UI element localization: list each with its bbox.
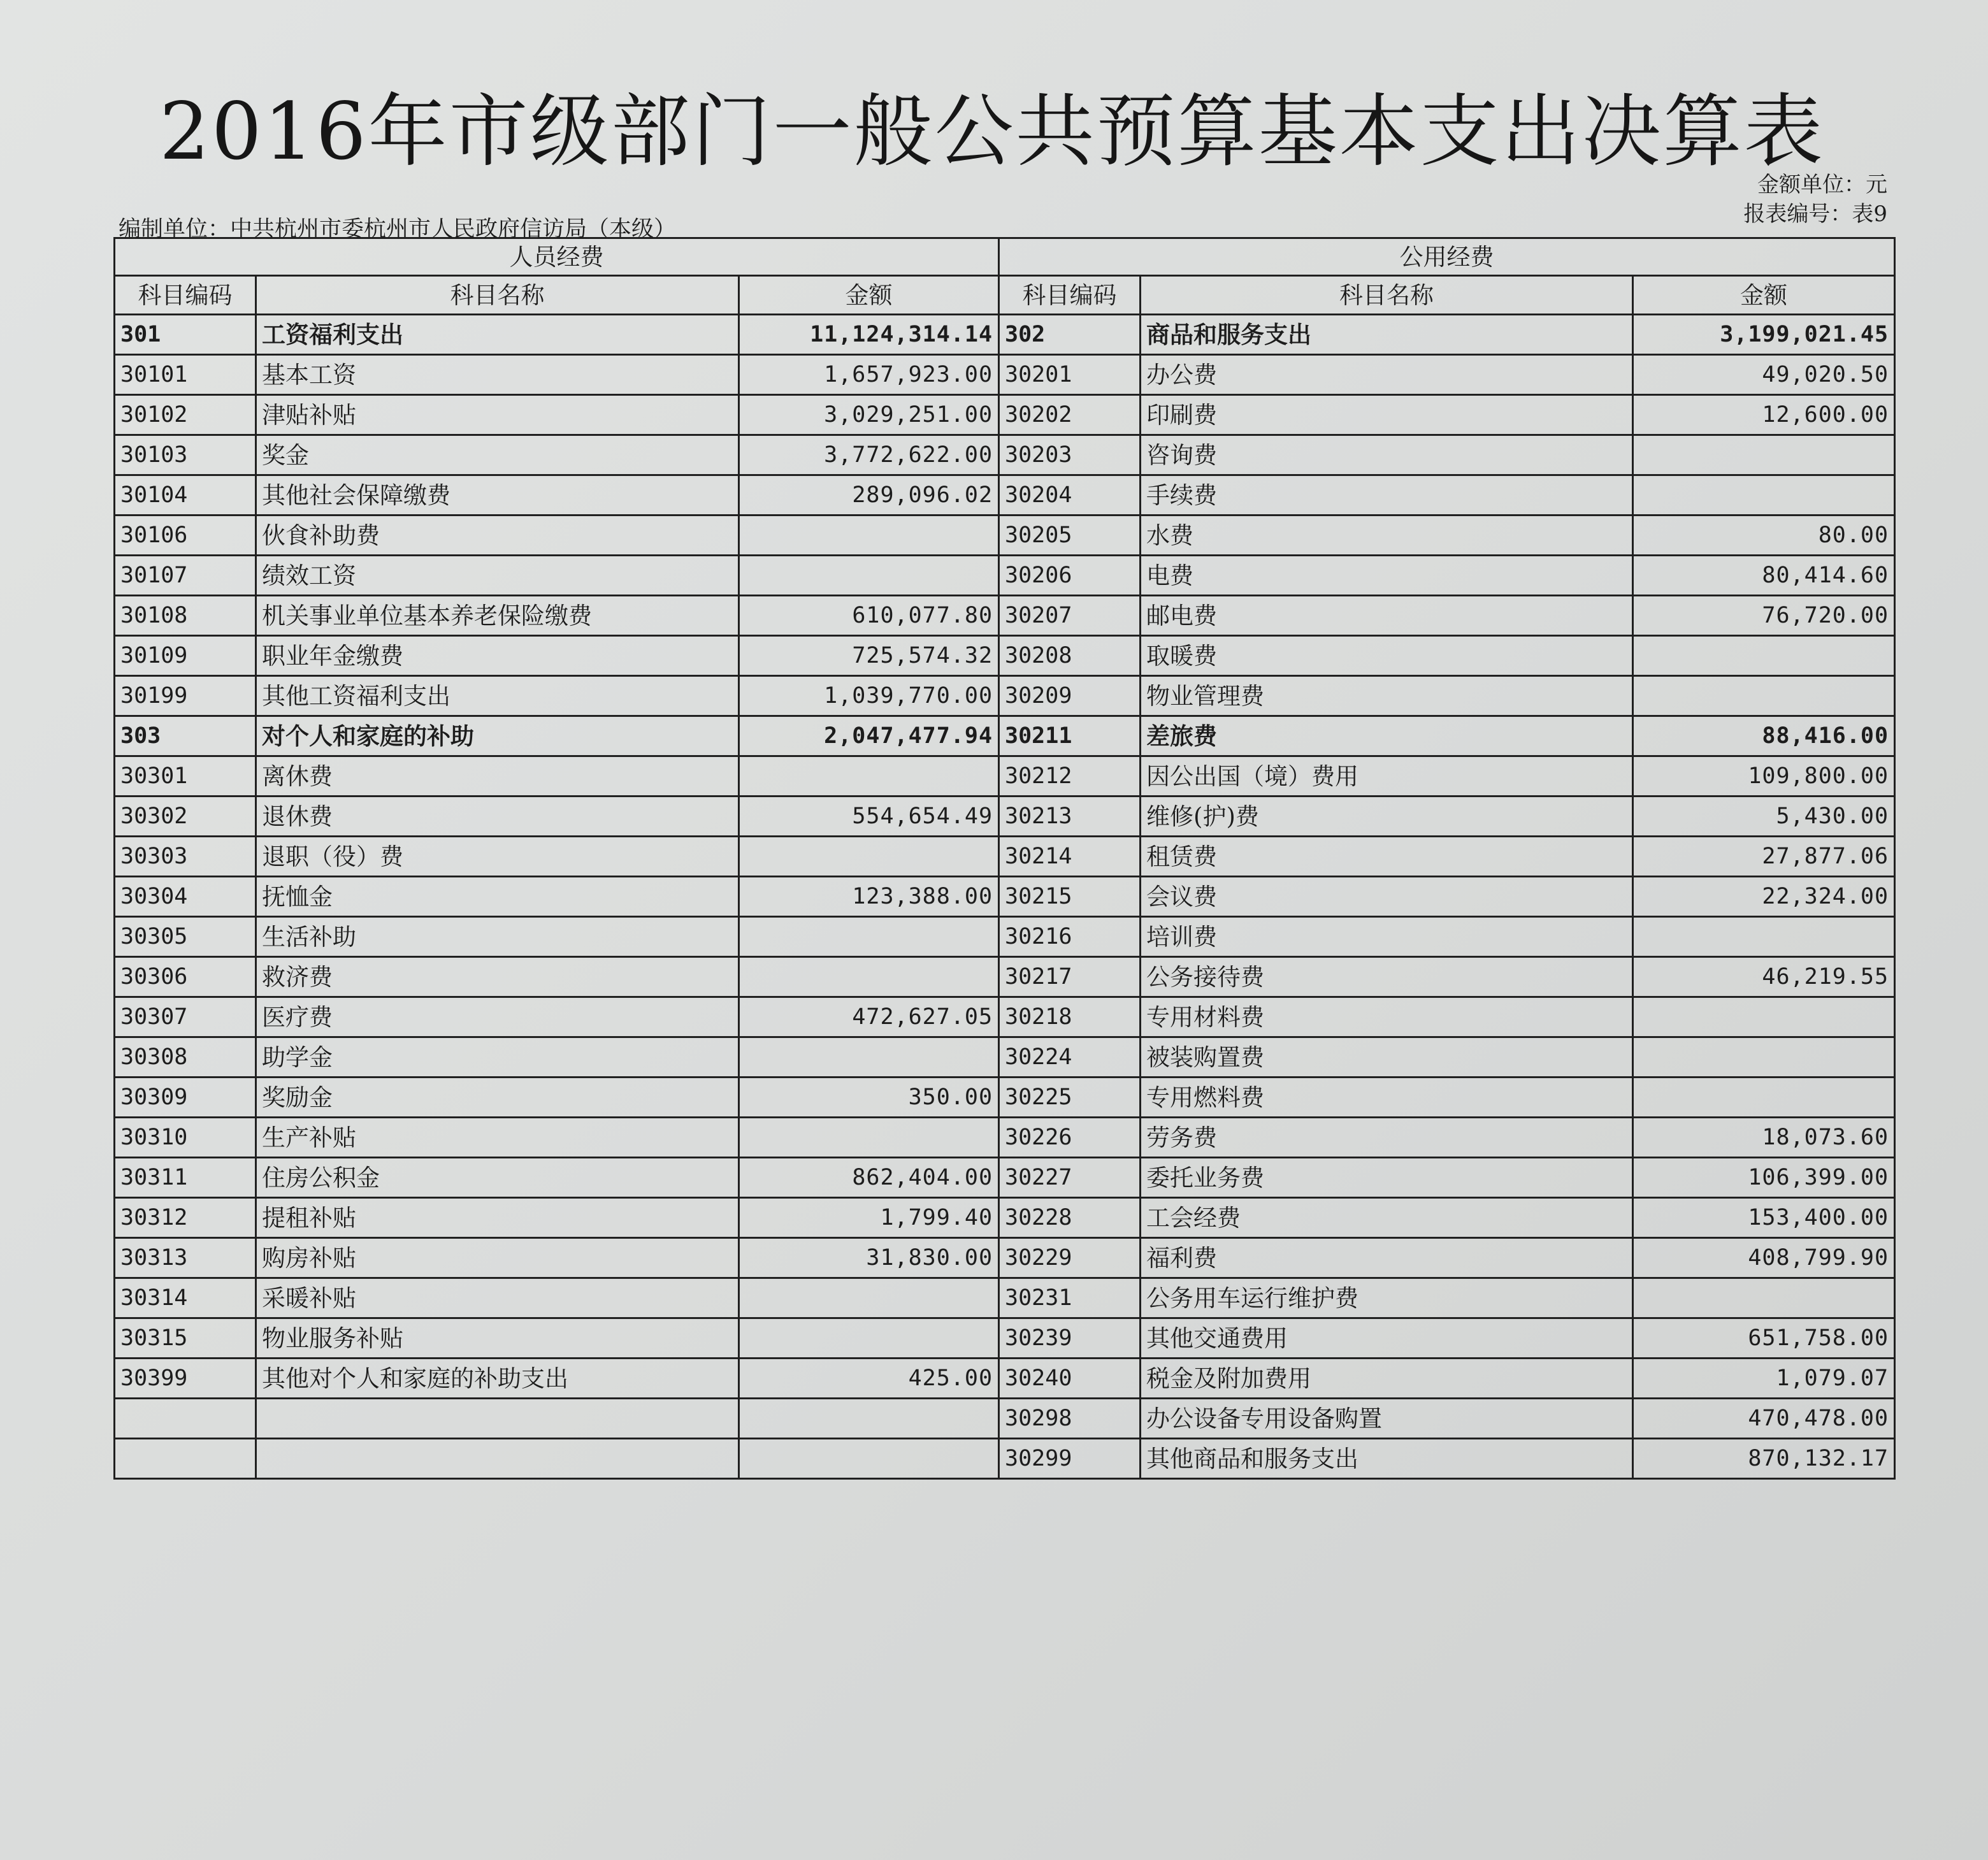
- public-amount-cell: 651,758.00: [1633, 1318, 1895, 1359]
- personnel-amount-cell: [739, 1318, 999, 1359]
- personnel-code-cell: 30310: [115, 1118, 256, 1158]
- public-name-cell: 维修(护)费: [1141, 797, 1633, 837]
- preparing-unit-label: 编制单位：中共杭州市委杭州市人民政府信访局（本级）: [119, 217, 677, 242]
- public-name-cell: 专用燃料费: [1141, 1078, 1633, 1118]
- personnel-name-cell: 救济费: [256, 957, 739, 997]
- personnel-name-cell: 住房公积金: [256, 1158, 739, 1198]
- personnel-amount-cell: [739, 556, 999, 596]
- personnel-code-cell: [115, 1399, 256, 1439]
- public-name-cell: 因公出国（境）费用: [1141, 756, 1633, 797]
- col-header-code: 科目编码: [115, 276, 256, 315]
- table-row: [115, 716, 1895, 756]
- table-row: [115, 1037, 1895, 1078]
- public-name-cell: 电费: [1141, 556, 1633, 596]
- personnel-code-cell: 30399: [115, 1359, 256, 1399]
- personnel-amount-cell: 425.00: [739, 1359, 999, 1399]
- group-header-row: [115, 238, 1895, 276]
- unit-info: [1743, 171, 1887, 229]
- personnel-name-cell: 机关事业单位基本养老保险缴费: [256, 596, 739, 636]
- personnel-code-cell: 30313: [115, 1238, 256, 1278]
- public-code-cell: 30206: [999, 556, 1141, 596]
- public-amount-cell: [1633, 1278, 1895, 1318]
- public-code-cell: 30228: [999, 1198, 1141, 1238]
- public-name-cell: 劳务费: [1141, 1118, 1633, 1158]
- public-code-cell: 30214: [999, 837, 1141, 877]
- personnel-amount-cell: [739, 917, 999, 957]
- public-amount-cell: [1633, 636, 1895, 676]
- public-name-cell: 商品和服务支出: [1141, 315, 1633, 355]
- personnel-code-cell: 301: [115, 315, 256, 355]
- table-row: [115, 917, 1895, 957]
- group-public-header: 公用经费: [999, 238, 1895, 276]
- personnel-code-cell: 30312: [115, 1198, 256, 1238]
- public-amount-cell: [1633, 435, 1895, 475]
- public-code-cell: 30212: [999, 756, 1141, 797]
- personnel-name-cell: 退职（役）费: [256, 837, 739, 877]
- public-code-cell: 30240: [999, 1359, 1141, 1399]
- public-code-cell: 30213: [999, 797, 1141, 837]
- personnel-amount-cell: [739, 1278, 999, 1318]
- public-code-cell: 30225: [999, 1078, 1141, 1118]
- public-amount-cell: 88,416.00: [1633, 716, 1895, 756]
- personnel-name-cell: 奖励金: [256, 1078, 739, 1118]
- table-row: [115, 1158, 1895, 1198]
- public-name-cell: 印刷费: [1141, 395, 1633, 435]
- personnel-name-cell: 对个人和家庭的补助: [256, 716, 739, 756]
- page-title: 2016年市级部门一般公共预算基本支出决算表: [159, 86, 1825, 178]
- public-amount-cell: 49,020.50: [1633, 355, 1895, 395]
- public-code-cell: 30299: [999, 1439, 1141, 1479]
- personnel-amount-cell: 289,096.02: [739, 475, 999, 515]
- personnel-amount-cell: 31,830.00: [739, 1238, 999, 1278]
- budget-table: [113, 237, 1896, 1480]
- table-row: [115, 1078, 1895, 1118]
- public-amount-cell: 1,079.07: [1633, 1359, 1895, 1399]
- public-amount-cell: 3,199,021.45: [1633, 315, 1895, 355]
- personnel-code-cell: 30301: [115, 756, 256, 797]
- public-code-cell: 30203: [999, 435, 1141, 475]
- table-row: [115, 1198, 1895, 1238]
- public-amount-cell: [1633, 997, 1895, 1037]
- public-code-cell: 30231: [999, 1278, 1141, 1318]
- personnel-name-cell: [256, 1439, 739, 1479]
- public-amount-cell: 46,219.55: [1633, 957, 1895, 997]
- personnel-code-cell: 30311: [115, 1158, 256, 1198]
- personnel-name-cell: 生活补助: [256, 917, 739, 957]
- personnel-code-cell: 30306: [115, 957, 256, 997]
- personnel-amount-cell: 350.00: [739, 1078, 999, 1118]
- personnel-code-cell: 30107: [115, 556, 256, 596]
- personnel-code-cell: [115, 1439, 256, 1479]
- personnel-name-cell: 生产补贴: [256, 1118, 739, 1158]
- table-row: [115, 515, 1895, 556]
- public-code-cell: 302: [999, 315, 1141, 355]
- public-code-cell: 30205: [999, 515, 1141, 556]
- personnel-name-cell: 奖金: [256, 435, 739, 475]
- table-row: [115, 997, 1895, 1037]
- table-row: [115, 756, 1895, 797]
- personnel-code-cell: 30104: [115, 475, 256, 515]
- public-code-cell: 30217: [999, 957, 1141, 997]
- public-code-cell: 30208: [999, 636, 1141, 676]
- public-code-cell: 30207: [999, 596, 1141, 636]
- personnel-name-cell: [256, 1399, 739, 1439]
- public-name-cell: 税金及附加费用: [1141, 1359, 1633, 1399]
- personnel-code-cell: 30307: [115, 997, 256, 1037]
- public-amount-cell: 76,720.00: [1633, 596, 1895, 636]
- personnel-name-cell: 退休费: [256, 797, 739, 837]
- personnel-code-cell: 30102: [115, 395, 256, 435]
- personnel-code-cell: 30305: [115, 917, 256, 957]
- public-name-cell: 办公费: [1141, 355, 1633, 395]
- report-number-label: 报表编号：表9: [1743, 201, 1887, 227]
- public-amount-cell: [1633, 917, 1895, 957]
- table-row: [115, 1278, 1895, 1318]
- personnel-code-cell: 30106: [115, 515, 256, 556]
- public-code-cell: 30211: [999, 716, 1141, 756]
- personnel-name-cell: 物业服务补贴: [256, 1318, 739, 1359]
- personnel-amount-cell: [739, 837, 999, 877]
- table-row: [115, 837, 1895, 877]
- table-row: [115, 355, 1895, 395]
- personnel-name-cell: 采暖补贴: [256, 1278, 739, 1318]
- public-code-cell: 30224: [999, 1037, 1141, 1078]
- personnel-code-cell: 30109: [115, 636, 256, 676]
- personnel-name-cell: 其他工资福利支出: [256, 676, 739, 716]
- public-name-cell: 培训费: [1141, 917, 1633, 957]
- public-code-cell: 30226: [999, 1118, 1141, 1158]
- col-header-amount: 金额: [1633, 276, 1895, 315]
- personnel-name-cell: 离休费: [256, 756, 739, 797]
- public-amount-cell: [1633, 1037, 1895, 1078]
- table-row: [115, 1238, 1895, 1278]
- public-amount-cell: 870,132.17: [1633, 1439, 1895, 1479]
- public-amount-cell: 12,600.00: [1633, 395, 1895, 435]
- personnel-code-cell: 30108: [115, 596, 256, 636]
- amount-unit-label: 金额单位：元: [1757, 172, 1887, 198]
- public-amount-cell: 470,478.00: [1633, 1399, 1895, 1439]
- public-name-cell: 公务用车运行维护费: [1141, 1278, 1633, 1318]
- personnel-code-cell: 30308: [115, 1037, 256, 1078]
- table-row: [115, 556, 1895, 596]
- personnel-code-cell: 30304: [115, 877, 256, 917]
- personnel-amount-cell: 472,627.05: [739, 997, 999, 1037]
- public-code-cell: 30298: [999, 1399, 1141, 1439]
- table-row: [115, 676, 1895, 716]
- public-name-cell: 专用材料费: [1141, 997, 1633, 1037]
- col-header-name: 科目名称: [256, 276, 739, 315]
- personnel-name-cell: 基本工资: [256, 355, 739, 395]
- public-name-cell: 委托业务费: [1141, 1158, 1633, 1198]
- public-code-cell: 30227: [999, 1158, 1141, 1198]
- public-amount-cell: [1633, 475, 1895, 515]
- personnel-amount-cell: [739, 1037, 999, 1078]
- public-amount-cell: 109,800.00: [1633, 756, 1895, 797]
- public-amount-cell: 5,430.00: [1633, 797, 1895, 837]
- personnel-amount-cell: 2,047,477.94: [739, 716, 999, 756]
- public-amount-cell: 106,399.00: [1633, 1158, 1895, 1198]
- personnel-amount-cell: 123,388.00: [739, 877, 999, 917]
- table-row: [115, 395, 1895, 435]
- personnel-amount-cell: [739, 515, 999, 556]
- table-row: [115, 636, 1895, 676]
- personnel-name-cell: 津贴补贴: [256, 395, 739, 435]
- personnel-name-cell: 其他社会保障缴费: [256, 475, 739, 515]
- group-personnel-header: 人员经费: [115, 238, 999, 276]
- table-row: [115, 957, 1895, 997]
- public-amount-cell: [1633, 676, 1895, 716]
- public-code-cell: 30229: [999, 1238, 1141, 1278]
- public-code-cell: 30202: [999, 395, 1141, 435]
- public-name-cell: 咨询费: [1141, 435, 1633, 475]
- personnel-code-cell: 30199: [115, 676, 256, 716]
- personnel-amount-cell: 554,654.49: [739, 797, 999, 837]
- table-row: [115, 596, 1895, 636]
- public-code-cell: 30209: [999, 676, 1141, 716]
- public-name-cell: 邮电费: [1141, 596, 1633, 636]
- personnel-code-cell: 30314: [115, 1278, 256, 1318]
- personnel-amount-cell: 725,574.32: [739, 636, 999, 676]
- table-row: [115, 877, 1895, 917]
- public-amount-cell: 153,400.00: [1633, 1198, 1895, 1238]
- col-header-amount: 金额: [739, 276, 999, 315]
- personnel-name-cell: 伙食补助费: [256, 515, 739, 556]
- public-name-cell: 水费: [1141, 515, 1633, 556]
- public-name-cell: 办公设备专用设备购置: [1141, 1399, 1633, 1439]
- personnel-amount-cell: 862,404.00: [739, 1158, 999, 1198]
- public-name-cell: 福利费: [1141, 1238, 1633, 1278]
- table-row: [115, 1118, 1895, 1158]
- table-row: [115, 1318, 1895, 1359]
- public-amount-cell: 408,799.90: [1633, 1238, 1895, 1278]
- personnel-amount-cell: [739, 756, 999, 797]
- public-name-cell: 会议费: [1141, 877, 1633, 917]
- public-name-cell: 手续费: [1141, 475, 1633, 515]
- table-row: [115, 797, 1895, 837]
- personnel-amount-cell: [739, 1118, 999, 1158]
- personnel-amount-cell: 1,039,770.00: [739, 676, 999, 716]
- table-row: [115, 1399, 1895, 1439]
- column-header-row: [115, 276, 1895, 315]
- public-name-cell: 其他商品和服务支出: [1141, 1439, 1633, 1479]
- public-code-cell: 30204: [999, 475, 1141, 515]
- personnel-name-cell: 抚恤金: [256, 877, 739, 917]
- table-row: [115, 435, 1895, 475]
- personnel-code-cell: 30315: [115, 1318, 256, 1359]
- col-header-code: 科目编码: [999, 276, 1141, 315]
- public-amount-cell: 22,324.00: [1633, 877, 1895, 917]
- personnel-name-cell: 工资福利支出: [256, 315, 739, 355]
- public-code-cell: 30216: [999, 917, 1141, 957]
- personnel-code-cell: 30101: [115, 355, 256, 395]
- public-code-cell: 30215: [999, 877, 1141, 917]
- personnel-amount-cell: [739, 1399, 999, 1439]
- public-name-cell: 被装购置费: [1141, 1037, 1633, 1078]
- public-amount-cell: 80,414.60: [1633, 556, 1895, 596]
- personnel-amount-cell: 1,799.40: [739, 1198, 999, 1238]
- personnel-amount-cell: 1,657,923.00: [739, 355, 999, 395]
- personnel-name-cell: 绩效工资: [256, 556, 739, 596]
- personnel-amount-cell: 610,077.80: [739, 596, 999, 636]
- public-code-cell: 30239: [999, 1318, 1141, 1359]
- col-header-name: 科目名称: [1141, 276, 1633, 315]
- public-name-cell: 公务接待费: [1141, 957, 1633, 997]
- personnel-code-cell: 303: [115, 716, 256, 756]
- public-amount-cell: [1633, 1078, 1895, 1118]
- table-row: [115, 1439, 1895, 1479]
- personnel-amount-cell: 3,772,622.00: [739, 435, 999, 475]
- public-code-cell: 30218: [999, 997, 1141, 1037]
- public-amount-cell: 27,877.06: [1633, 837, 1895, 877]
- personnel-code-cell: 30303: [115, 837, 256, 877]
- personnel-name-cell: 其他对个人和家庭的补助支出: [256, 1359, 739, 1399]
- personnel-code-cell: 30309: [115, 1078, 256, 1118]
- public-name-cell: 取暖费: [1141, 636, 1633, 676]
- personnel-name-cell: 职业年金缴费: [256, 636, 739, 676]
- personnel-amount-cell: 11,124,314.14: [739, 315, 999, 355]
- personnel-amount-cell: [739, 957, 999, 997]
- public-code-cell: 30201: [999, 355, 1141, 395]
- public-name-cell: 其他交通费用: [1141, 1318, 1633, 1359]
- table-row: [115, 475, 1895, 515]
- personnel-name-cell: 购房补贴: [256, 1238, 739, 1278]
- personnel-code-cell: 30302: [115, 797, 256, 837]
- public-name-cell: 工会经费: [1141, 1198, 1633, 1238]
- public-name-cell: 物业管理费: [1141, 676, 1633, 716]
- public-name-cell: 差旅费: [1141, 716, 1633, 756]
- personnel-amount-cell: 3,029,251.00: [739, 395, 999, 435]
- table-row: [115, 1359, 1895, 1399]
- personnel-code-cell: 30103: [115, 435, 256, 475]
- personnel-name-cell: 医疗费: [256, 997, 739, 1037]
- table-row: [115, 315, 1895, 355]
- personnel-name-cell: 提租补贴: [256, 1198, 739, 1238]
- public-amount-cell: 80.00: [1633, 515, 1895, 556]
- personnel-name-cell: 助学金: [256, 1037, 739, 1078]
- public-name-cell: 租赁费: [1141, 837, 1633, 877]
- public-amount-cell: 18,073.60: [1633, 1118, 1895, 1158]
- personnel-amount-cell: [739, 1439, 999, 1479]
